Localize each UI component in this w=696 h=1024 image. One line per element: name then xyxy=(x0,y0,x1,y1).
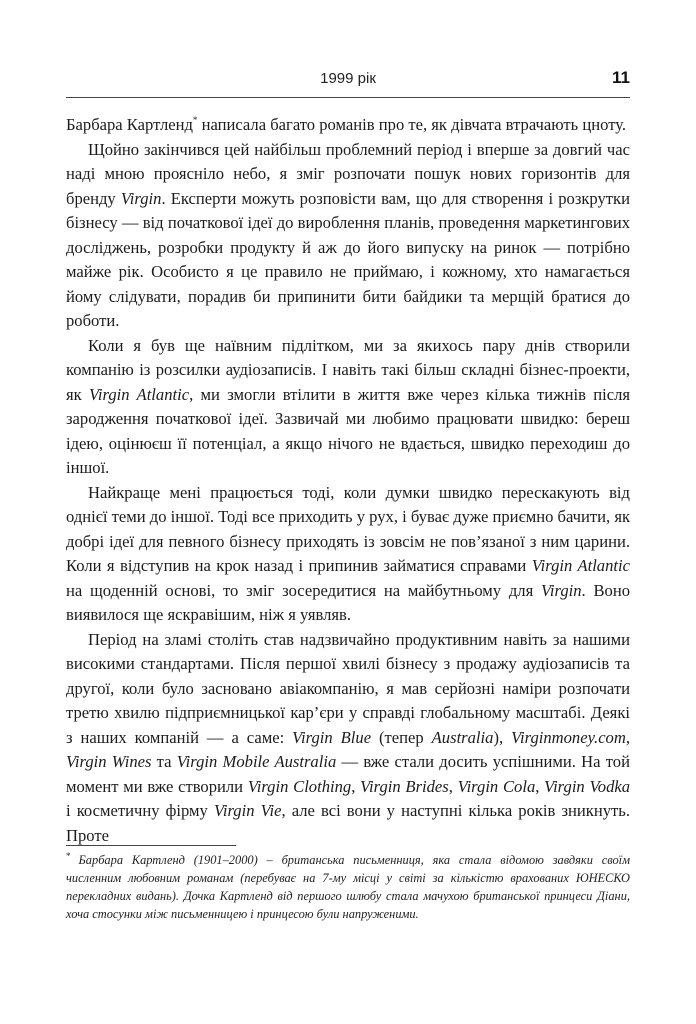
footnote-rule xyxy=(66,845,236,846)
paragraph-5: Період на зламі століть став надзвичайно продуктивним навіть за нашими високими стандартами. Після першої хвилі бізнесу з продажу аудіозаписів та другої, коли було засновано авіакомпанію, я мав серйозні наміри розпочати третю хвилю підприємницької кар’єри у справді глобальному масштабі. Деякі з наших компаній — а саме: Virgin Blue (тепер Australia), Virginmoney.com, Virgin Wines та Virgin Mobile Australia — вже стали досить успішними. На той момент ми вже створили Virgin Clothing, Virgin Brides, Virgin Cola, Virgin Vodka і косметичну фірму Virgin Vie, але всі вони у наступні кілька років зникнуть. Проте xyxy=(66,629,631,845)
running-header xyxy=(66,68,630,90)
header-rule xyxy=(66,97,630,98)
paragraph-4: Найкраще мені працюється тоді, коли думки швидко перескакують від однієї теми до іншої. Тоді все приходить у рух, і буває дуже приємно бачити, як добрі ідеї для певного бізнесу приходять із зовсім не пов’язаної з ним царини. Коли я відступив на крок назад і припинив займатися справами Virgin Atlantic на щоденній основі, то зміг зосередитися на майбутньому для Virgin. Воно виявилося ще яскравішим, ніж я уявляв. xyxy=(66,482,631,624)
page-number: 11 xyxy=(612,68,630,87)
paragraph-1: Барбара Картленд* написала багато романів про те, як дівчата втрачають цноту. xyxy=(66,115,627,134)
footnote-marker: * xyxy=(192,115,198,125)
footnote-mark: * xyxy=(66,851,71,861)
main-text xyxy=(66,113,630,848)
footnote xyxy=(66,851,630,923)
running-title: 1999 рік xyxy=(320,70,376,87)
paragraph-3: Коли я був ще наївним підлітком, ми за якихось пару днів створили компанію із розсилки аудіозаписів. І навіть такі більш складні бізнес-проекти, як Virgin Atlantic, ми змогли втілити в життя вже через кілька тижнів після зародження початкової ідеї. Зазвичай ми любимо працювати швидко: береш ідею, оцінюєш її потенціал, а якщо нічого не вдається, швидко переходиш до іншої. xyxy=(66,335,630,477)
footnote-text: Барбара Картленд (1901–2000) – британська письменниця, яка стала відомою завдяки своїм численним любовним романам (перебуває на 7-му місці у світі за кількістю врахованих ЮНЕСКО перекладних видань). Дочка Картленд від першого шлюбу стала мачухою британської принцеси Діани, хоча стосунки між письменницею і принцесою були напруженими. xyxy=(66,853,630,921)
paragraph-2: Щойно закінчився цей найбільш проблемний період і вперше за довгий час наді мною прояснілo небо, я зміг розпочати пошук нових горизонтів для бренду Virgin. Експерти можуть розповісти вам, що для створення і розкрутки бізнесу — від початкової ідеї до вироблення планів, проведення маркетингових досліджень, розробки продукту й аж до його випуску на ринок — потрібно майже рік. Особисто я це правило не приймаю, і кожному, хто намагається йому слідувати, порадив би припинити бити байдики та мерщій братися до роботи. xyxy=(66,139,631,330)
